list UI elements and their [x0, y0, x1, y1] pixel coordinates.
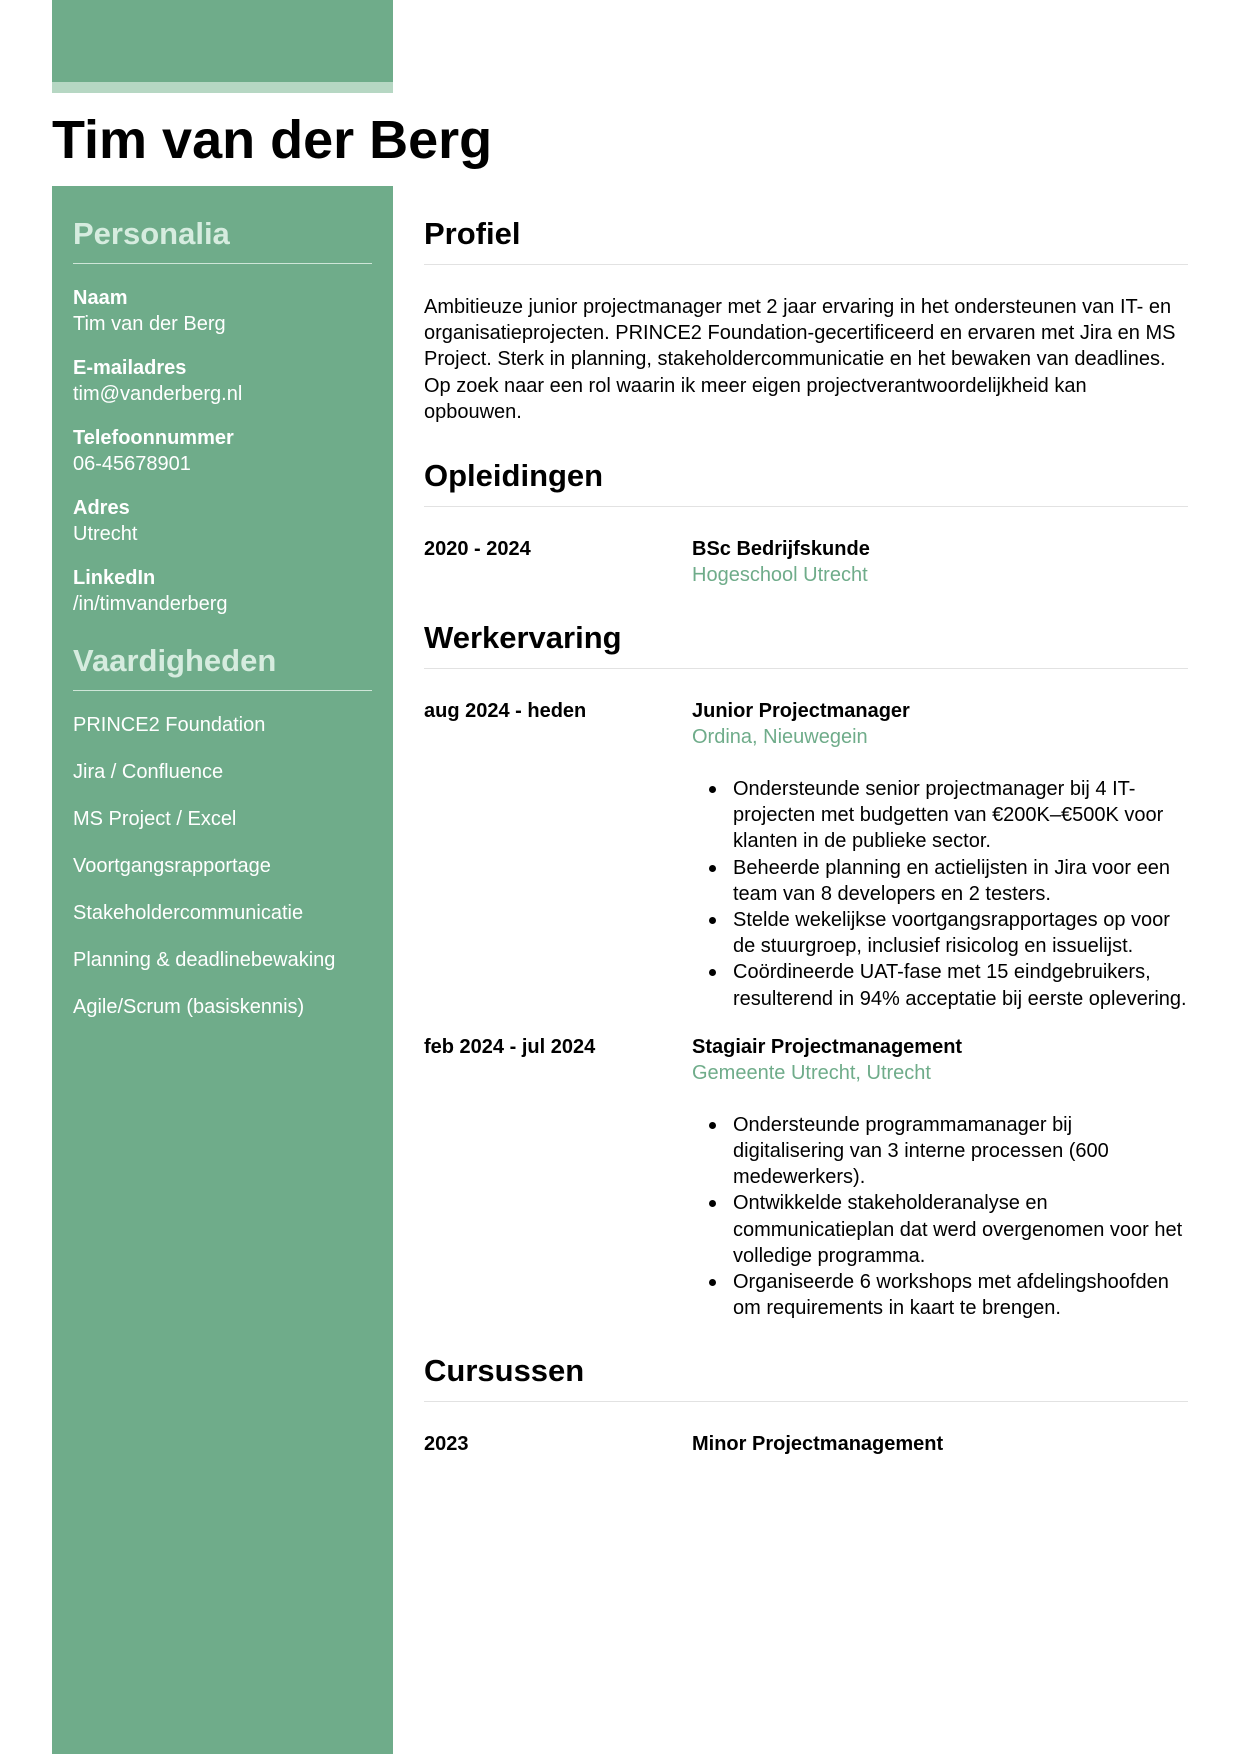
entry-title: Minor Projectmanagement [692, 1433, 944, 1456]
bullet-item: Stelde wekelijkse voortgangsrapportages op voor de stuurgroep, inclusief risicolog en issuelijst. [692, 907, 1188, 959]
bullet-list [692, 1112, 1188, 1322]
skill-item: Jira / Confluence [73, 761, 224, 783]
entry-title: Stagiair Projectmanagement [692, 1035, 963, 1058]
work-heading: Werkervaring [424, 620, 622, 656]
email-link[interactable]: tim@vanderberg.nl [73, 383, 243, 405]
personal-label: E-mailadres [73, 357, 187, 379]
personal-label: Naam [73, 287, 128, 309]
sidebar [52, 186, 393, 1754]
phone-value: 06-45678901 [73, 453, 191, 475]
section-divider [424, 668, 1188, 669]
personal-item-linkedin [73, 565, 372, 617]
entry-date: 2023 [424, 1433, 469, 1456]
skill-item: MS Project / Excel [73, 808, 237, 830]
bullet-item: Organiseerde 6 workshops met afdelingshoofden om requirements in kaart te brengen. [692, 1269, 1188, 1321]
profile-heading: Profiel [424, 216, 521, 251]
entry-title: Junior Projectmanager [692, 700, 910, 723]
entry-organization: Hogeschool Utrecht [692, 564, 868, 587]
education-heading: Opleidingen [424, 458, 604, 494]
linkedin-link[interactable]: /in/timvanderberg [73, 593, 228, 615]
personal-item-email [73, 355, 372, 407]
header-color-band [52, 0, 393, 82]
skill-item: Agile/Scrum (basiskennis) [73, 996, 305, 1018]
main-content [424, 186, 1188, 1479]
personal-item-phone [73, 425, 372, 477]
work-entry [424, 698, 1188, 1012]
header-accent-stripe [52, 82, 393, 93]
personal-item-address [73, 495, 372, 547]
entry-title: BSc Bedrijfskunde [692, 538, 870, 561]
skill-item: Planning & deadlinebewaking [73, 949, 336, 971]
skills-heading: Vaardigheden [73, 643, 372, 691]
bullet-item: Beheerde planning en actielijsten in Jira voor een team van 8 developers en 2 testers. [692, 855, 1188, 907]
cv-name: Tim van der Berg [52, 110, 493, 170]
entry-organization: Gemeente Utrecht, Utrecht [692, 1061, 931, 1084]
entry-organization: Ordina, Nieuwegein [692, 726, 868, 749]
section-divider [424, 1401, 1188, 1402]
bullet-list [692, 776, 1188, 1012]
course-entry [424, 1431, 1188, 1457]
profile-text: Ambitieuze junior projectmanager met 2 jaar ervaring in het ondersteunen van IT- en organisatieprojecten. PRINCE2 Foundation-gecertificeerd en ervaren met Jira en MS Project. Sterk in planning, stakeholdercommunicatie en het bewaken van deadlines. Op zoek naar een rol waarin ik meer eigen projectverantwoordelijkheid kan opbouwen. [424, 296, 1176, 423]
bullet-item: Ontwikkelde stakeholderanalyse en communicatieplan dat werd overgenomen voor het volledige programma. [692, 1190, 1188, 1269]
bullet-item: Coördineerde UAT-fase met 15 eindgebruikers, resulterend in 94% acceptatie bij eerste oplevering. [692, 959, 1188, 1011]
section-divider [424, 506, 1188, 507]
work-entry [424, 1034, 1188, 1322]
personalia-heading: Personalia [73, 216, 372, 264]
skill-item: PRINCE2 Foundation [73, 714, 266, 736]
personal-label: Adres [73, 497, 130, 519]
education-entry [424, 536, 1188, 588]
personal-label: LinkedIn [73, 567, 156, 589]
bullet-item: Ondersteunde senior projectmanager bij 4 IT-projecten met budgetten van €200K–€500K voor klanten in de publieke sector. [692, 776, 1188, 855]
section-divider [424, 264, 1188, 265]
courses-heading: Cursussen [424, 1353, 585, 1389]
personal-label: Telefoonnummer [73, 427, 234, 449]
entry-date: feb 2024 - jul 2024 [424, 1035, 596, 1058]
skill-item: Stakeholdercommunicatie [73, 902, 304, 924]
entry-date: 2020 - 2024 [424, 538, 531, 561]
personal-item-name [73, 285, 372, 337]
entry-date: aug 2024 - heden [424, 700, 587, 723]
personal-value: Tim van der Berg [73, 313, 226, 335]
bullet-item: Ondersteunde programmamanager bij digitalisering van 3 interne processen (600 medewerkers). [692, 1112, 1188, 1191]
skill-item: Voortgangsrapportage [73, 855, 271, 877]
address-value: Utrecht [73, 523, 138, 545]
